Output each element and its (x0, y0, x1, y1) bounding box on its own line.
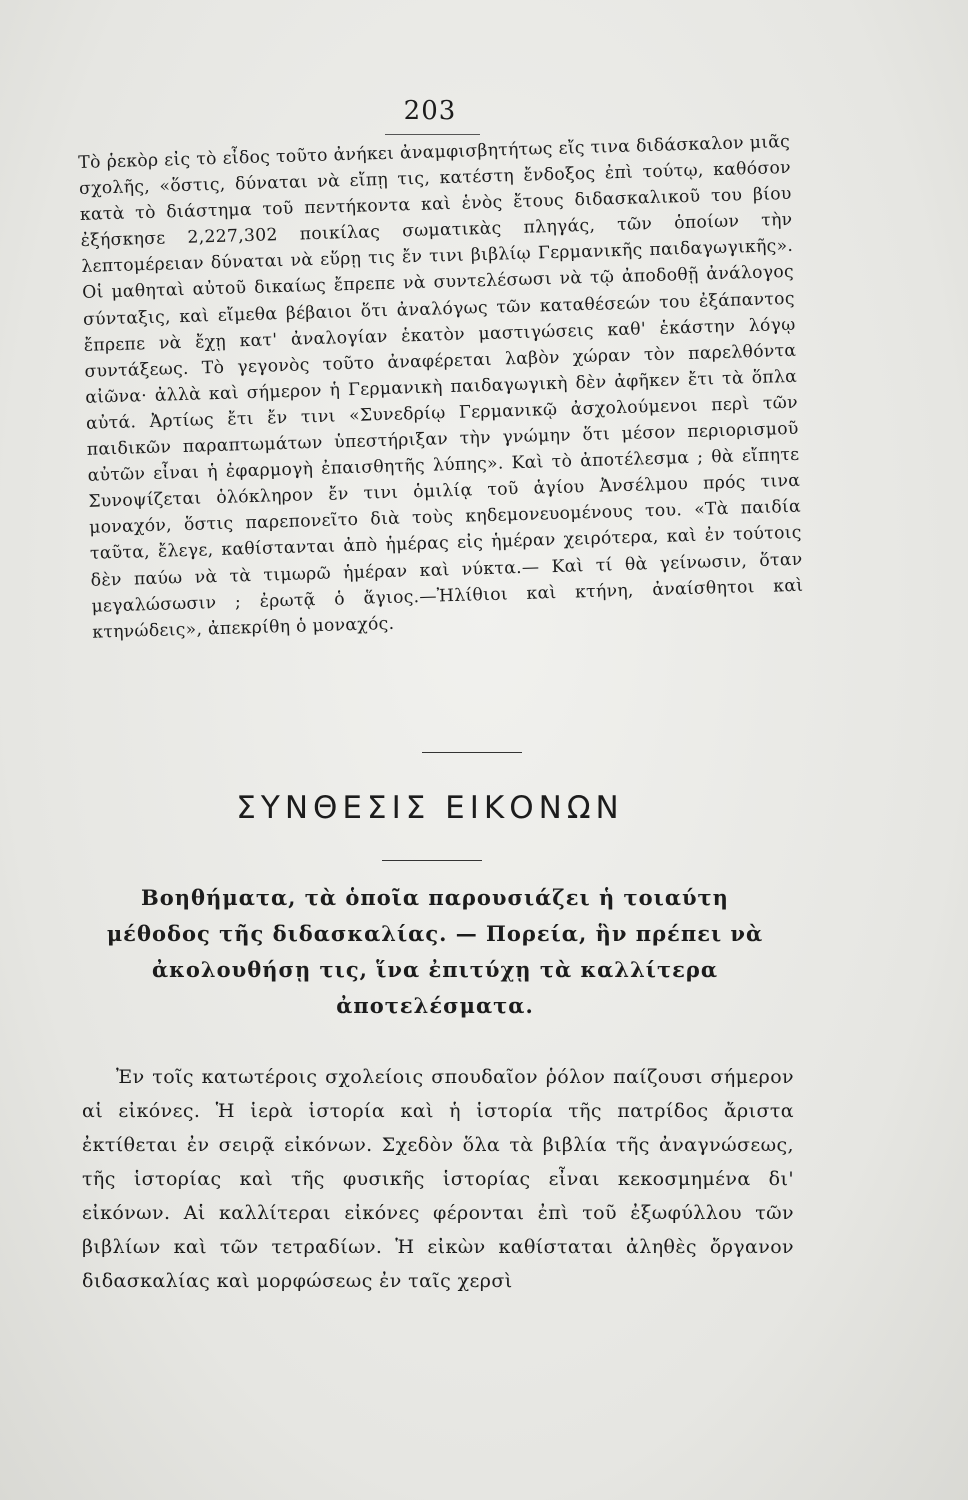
title-rule (382, 860, 482, 861)
intro-paragraph: Ἐν τοῖς κατωτέροις σχολείοις σπουδαῖον ῥόλον παίζουσι σήμερον αἱ εἰκόνες. Ἡ ἱερὰ ἱστορία καὶ ἡ ἱστορία τῆς πατρίδος ἄριστα ἐκτίθεται ἐν σειρᾷ εἰκόνων. Σχεδὸν ὅλα τὰ βιβλία τῆς ἀναγνώσεως, τῆς ἱστορίας καὶ τῆς φυσικῆς ἱστορίας εἶναι κεκοσμημένα δι' εἰκόνων. Αἱ καλλίτεραι εἰκόνες φέρονται ἐπὶ τοῦ ἐξωφύλλου τῶν βιβλίων καὶ τῶν τετραδίων. Ἡ εἰκὼν καθίσταται ἀληθὲς ὄργανον διδασκαλίας καὶ μορφώσεως ἐν ταῖς χερσὶ (82, 1066, 794, 1292)
section-divider (422, 752, 522, 753)
body-text (78, 129, 804, 646)
section-title: ΣΥΝΘΕΣΙΣ ΕΙΚΟΝΩΝ (236, 790, 624, 826)
section-intro (82, 1060, 794, 1298)
page-number: 203 (403, 96, 457, 126)
section-subheading: Βοηθήματα, τὰ ὁποῖα παρουσιάζει ἡ τοιαύτη μέθοδος τῆς διδασκαλίας. — Πορεία, ἣν πρέπει νὰ ἀκολουθήσῃ τις, ἵνα ἐπιτύχῃ τὰ καλλίτερα ἀποτελέσματα. (106, 885, 764, 1018)
header-rule (385, 134, 480, 135)
body-paragraph: Τὸ ῥεκὸρ εἰς τὸ εἶδος τοῦτο ἀνήκει ἀναμφισβητήτως εἴς τινα διδάσκαλον μιᾶς σχολῆς, «ὅστις, δύναται νὰ εἴπῃ τις, κατέστη ἔνδοξος ἐπὶ τούτῳ, καθόσον κατὰ τὸ διάστημα τοῦ πεντήκοντα καὶ ἑνὸς ἔτους διδασκαλικοῦ του βίου ἐξήσκησε 2,227,302 ποικίλας σωματικὰς πληγάς, τῶν ὁποίων τὴν λεπτομέρειαν δύναται νὰ εὕρῃ τις ἔν τινι βιβλίῳ Γερμανικῆς παιδαγωγικῆς». Οἱ μαθηταὶ αὐτοῦ δικαίως ἔπρεπε νὰ συντελέσωσι νὰ τῷ ἀποδοθῇ ἀνάλογος σύνταξις, καὶ εἴμεθα βέβαιοι ὅτι ἀναλόγως τῶν καταθέσεών του ἐξάπαντος ἔπρεπε νὰ ἔχῃ κατ' ἀναλογίαν ἑκατὸν μαστιγώσεις καθ' ἑκάστην λόγῳ συντάξεως. Τὸ γεγονὸς τοῦτο ἀναφέρεται λαβὸν χώραν τὸν παρελθόντα αἰῶνα· ἀλλὰ καὶ σήμερον ἡ Γερμανικὴ παιδαγωγικὴ δὲν ἀφῆκεν ἔτι τὰ ὅπλα αὐτά. Ἀρτίως ἔτι ἔν τινι «Συνεδρίῳ Γερμανικῷ ἀσχολούμενοι περὶ τῶν παιδικῶν παραπτωμάτων ὑπεστήριξαν τὴν γνώμην ὅτι μέσον περιορισμοῦ αὐτῶν εἶναι ἡ ἐφαρμογὴ ἐπαισθητῆς λύπης». Καὶ τὸ ἀποτέλεσμα ; θὰ εἴπητε Συνοψίζεται ὁλόκληρον ἔν τινι ὁμιλίᾳ τοῦ ἁγίου Ἀνσέλμου πρός τινα μοναχόν, ὅστις παρεπονεῖτο διὰ τοὺς κηδεμονευομένους του. «Τὰ παιδία ταῦτα, ἔλεγε, καθίστανται ἀπὸ ἡμέρας εἰς ἡμέραν χειρότερα, καὶ ἐν τούτοις δὲν παύω νὰ τὰ τιμωρῶ ἡμέραν καὶ νύκτα.— Καὶ τί θὰ γείνωσιν, ὅταν μεγαλώσωσιν ; ἐρωτᾷ ὁ ἅγιος.—Ἠλίθιοι καὶ κτήνη, ἀναίσθητοι καὶ κτηνώδεις», ἀπεκρίθη ὁ μοναχός. (78, 131, 804, 643)
